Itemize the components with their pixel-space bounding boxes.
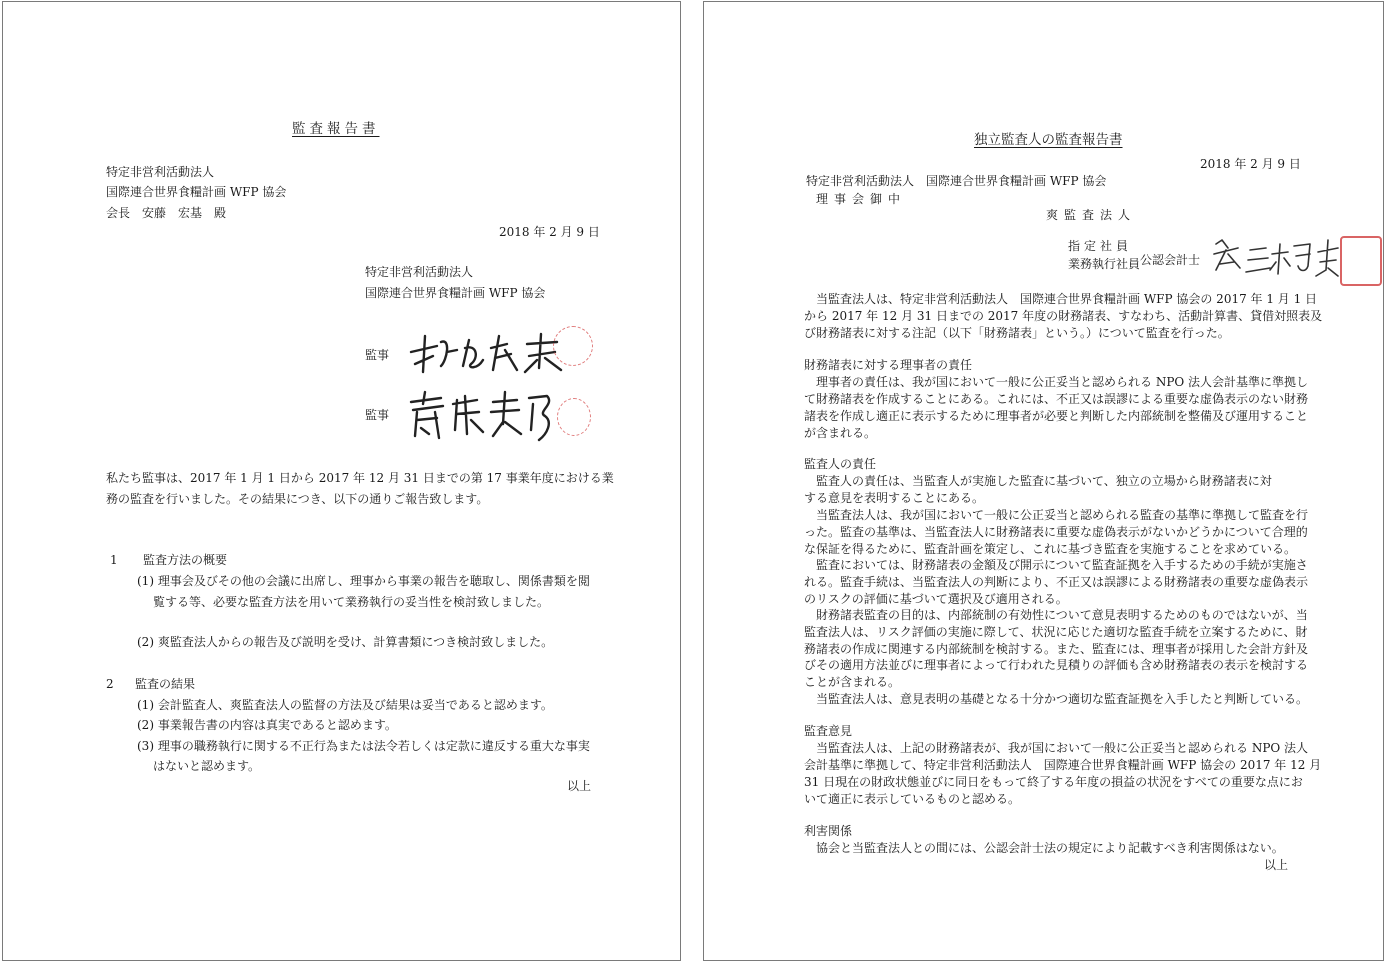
body-line: 31 日現在の財政状態並びに同日をもって終了する年度の損益の状況をすべての重要な点にお (804, 775, 1303, 789)
body-line: 務諸表の作成に関連する内部統制を検討する。また、監査には、理事者が採用した会計方針及 (804, 642, 1309, 656)
section-heading: 監査方法の概要 (143, 553, 228, 567)
body-line: 協会と当監査法人との間には、公認会計士法の規定により記載すべき利害関係はない。 (816, 841, 1284, 855)
body-line: な保証を得るために、監査計画を策定し、これに基づき監査を実施することを求めている。 (804, 542, 1297, 556)
body-line: ことが含まれる。 (804, 675, 901, 689)
intro-line: 私たち監事は、2017 年 1 月 1 日から 2017 年 12 月 31 日までの第 17 事業年度における業 (106, 471, 614, 485)
body-line: て財務諸表を作成することにある。これには、不正又は誤謬による重要な虚偽表示のない財務 (804, 392, 1309, 406)
body-line: 当監査法人は、我が国において一般に公正妥当と認められる監査の基準に準拠して監査を行 (816, 508, 1309, 522)
closing-mark: 以上 (1264, 858, 1289, 872)
handwritten-signature (407, 390, 557, 442)
intro-line: 務の監査を行いました。その結果につき、以下の通りご報告致します。 (106, 492, 489, 506)
intro-line: から 2017 年 12 月 31 日までの 2017 年度の財務諸表、すなわち、活動計算書、貸借対照表及 (804, 309, 1323, 323)
body-line: 監査人の責任は、当監査人が実施した監査に基づいて、独立の立場から財務諸表に対 (816, 474, 1272, 488)
section-heading: 財務諸表に対する理事者の責任 (804, 358, 973, 372)
body-line: する意見を表明することにある。 (804, 491, 985, 505)
seal-stamp-icon (553, 326, 593, 366)
sender-line: 国際連合世界食糧計画 WFP 協会 (365, 286, 546, 300)
audit-report-page-right (703, 1, 1384, 961)
section-number: 2 (106, 677, 114, 691)
report-date: 2018 年 2 月 9 日 (1200, 157, 1301, 171)
addressee-line: 会長 安藤 宏基 殿 (106, 206, 227, 220)
report-date: 2018 年 2 月 9 日 (499, 225, 600, 239)
section-heading: 監査の結果 (135, 677, 196, 691)
partner-role: 業務執行社員 (1068, 257, 1141, 271)
intro-line: 当監査法人は、特定非営利活動法人 国際連合世界食糧計画 WFP 協会の 2017 年 1 月 1 日 (816, 292, 1318, 306)
body-line: った。監査の基準は、当監査法人に財務諸表に重要な虚偽表示がないかどうかについて合理的 (804, 525, 1308, 539)
list-item-continued: 覧する等、必要な監査方法を用いて業務執行の妥当性を検討致しました。 (153, 595, 550, 609)
body-line: 当監査法人は、意見表明の基礎となる十分かつ適切な監査証拠を入手したと判断している。 (816, 692, 1309, 706)
body-line: が含まれる。 (804, 426, 877, 440)
handwritten-signature (1210, 236, 1340, 278)
list-item: (3) 理事の職務執行に関する不正行為または法令若しくは定款に違反する重大な事実 (137, 739, 590, 753)
body-line: いて適正に表示しているものと認める。 (804, 792, 1021, 806)
body-line: 財務諸表監査の目的は、内部統制の有効性について意見表明するためのものではないが、当 (816, 608, 1308, 622)
square-seal-stamp-icon (1340, 236, 1382, 286)
body-line: 諸表を作成し適正に表示するために理事者が必要と判断した内部統制を整備及び運用すること (804, 409, 1309, 423)
section-heading: 監査意見 (804, 724, 853, 738)
body-line: れる。監査手続は、当監査法人の判断により、不正又は誤謬による財務諸表の重要な虚偽表示 (804, 575, 1309, 589)
list-item: (1) 会計監査人、爽監査法人の監督の方法及び結果は妥当であると認めます。 (137, 698, 553, 712)
handwritten-signature (407, 330, 567, 374)
body-line: びその適用方法並びに理事者によって行われた見積りの評価も含め財務諸表の表示を検討する (804, 658, 1309, 672)
sender-line: 特定非営利活動法人 (365, 265, 474, 279)
list-item: (2) 事業報告書の内容は真実であると認めます。 (137, 718, 397, 732)
intro-line: び財務諸表に対する注記（以下「財務諸表」という。）について監査を行った。 (804, 326, 1230, 340)
closing-mark: 以上 (567, 779, 592, 793)
seal-stamp-icon (557, 398, 591, 436)
section-heading: 利害関係 (804, 824, 853, 838)
page-title: 独立監査人の監査報告書 (974, 132, 1123, 148)
auditor-label: 監事 (365, 348, 390, 362)
body-line: 監査法人は、リスク評価の実施に際して、状況に応じた適切な監査手続を立案するために、財 (804, 625, 1308, 639)
board-addressee: 理事会御中 (816, 192, 907, 206)
list-item-continued: はないと認めます。 (153, 759, 261, 773)
section-number: 1 (110, 553, 118, 567)
list-item: (2) 爽監査法人からの報告及び説明を受け、計算書類につき検討致しました。 (137, 635, 554, 649)
auditor-label: 監事 (365, 408, 390, 422)
audit-report-page-left (2, 1, 681, 961)
body-line: のリスクの評価に基づいて選択及び適用される。 (804, 592, 1068, 606)
body-line: 監査においては、財務諸表の金額及び開示について監査証拠を入手するための手続が実施さ (816, 558, 1308, 572)
body-line: 当監査法人は、上記の財務諸表が、我が国において一般に公正妥当と認められる NPO 法人 (816, 741, 1309, 755)
body-line: 理事者の責任は、我が国において一般に公正妥当と認められる NPO 法人会計基準に準拠し (816, 375, 1309, 389)
audit-firm-name: 爽監査法人 (1046, 208, 1137, 222)
partner-role: 指定社員 (1068, 239, 1133, 253)
page-title: 監査報告書 (292, 121, 380, 137)
section-heading: 監査人の責任 (804, 457, 877, 471)
cpa-label: 公認会計士 (1140, 253, 1201, 267)
addressee-line: 特定非営利活動法人 (106, 165, 215, 179)
addressee-line: 国際連合世界食糧計画 WFP 協会 (106, 185, 287, 199)
list-item: (1) 理事会及びその他の会議に出席し、理事から事業の報告を聴取し、関係書類を閲 (137, 574, 590, 588)
body-line: 会計基準に準拠して、特定非営利活動法人 国際連合世界食糧計画 WFP 協会の 2017 年 12 月 (804, 758, 1322, 772)
addressee-line: 特定非営利活動法人 国際連合世界食糧計画 WFP 協会 (806, 174, 1107, 188)
